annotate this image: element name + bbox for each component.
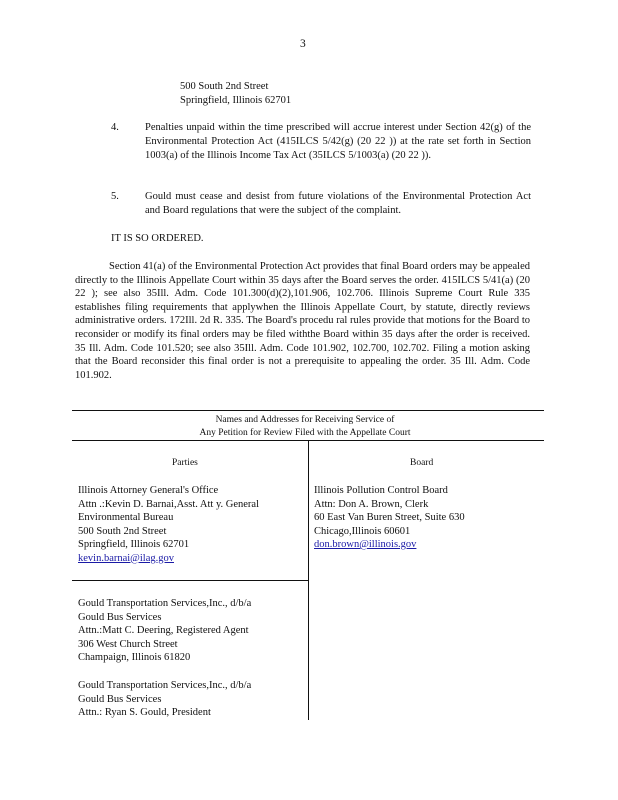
table-header bbox=[150, 414, 460, 440]
party-line: Gould Transportation Services,Inc., d/b/a bbox=[78, 598, 252, 609]
party-line: Champaign, Illinois 61820 bbox=[78, 652, 191, 663]
email-link[interactable]: don.brown@illinois.gov bbox=[314, 539, 417, 550]
party-line: Attn.:Matt C. Deering, Registered Agent bbox=[78, 625, 249, 636]
address-line: Springfield, Illinois 62701 bbox=[180, 95, 292, 106]
item-text: Gould must cease and desist from future violations of the Environmental Protection Act and Board regulations that were the subject of the complaint. bbox=[145, 191, 531, 216]
party-line: Gould Bus Services bbox=[78, 611, 162, 623]
party-gould-president bbox=[78, 679, 302, 720]
board-address bbox=[314, 484, 540, 552]
party-line: Environmental Bureau bbox=[78, 512, 174, 523]
party-attorney-general bbox=[78, 484, 302, 565]
party-line: 500 South 2nd Street bbox=[78, 525, 167, 537]
party-line: Attn .:Kevin D. Barnai,Asst. Att y. General bbox=[78, 498, 259, 510]
table-header-line: Names and Addresses for Receiving Service of bbox=[215, 415, 395, 425]
party-row-rule bbox=[72, 580, 308, 581]
table-column-divider bbox=[308, 440, 309, 720]
table-top-rule bbox=[72, 410, 544, 411]
address-line: 500 South 2nd Street bbox=[180, 81, 269, 92]
party-line: Illinois Attorney General's Office bbox=[78, 485, 219, 496]
party-line: Gould Bus Services bbox=[78, 693, 162, 705]
page-number: 3 bbox=[300, 38, 306, 50]
appeal-paragraph: Section 41(a) of the Environmental Protection Act provides that final Board orders may be appealed directly to the Illinois Appellate Court within 35 days after the Board serves the order. 415ILCS 5/41(a) (20 22 ); see also 35Ill. Adm. Code 101.300(d)(2),101.906, 102.706. Illinois Supreme Court Rule 335 establishes filing requirements that applywhen the Illinois Appellate Court, by statute, directly reviews administrative orders. 172Ill. 2d R. 335. The Board's procedu ral rules provide that motions for the Board to reconsider or modify its final orders may be filed withthe Board within 35 days after the order is received. 35 Ill. Adm. Code 101.520; see also 35Ill. Adm. Code 101.902, 102.700, 102.702. Filing a motion asking that the Board reconsider this final order is not a prerequisite to appealing the order. 35 Ill. Adm. Code 101.902. bbox=[75, 261, 530, 381]
order-item-5 bbox=[111, 190, 531, 218]
party-line: 306 West Church Street bbox=[78, 638, 178, 650]
party-line: Attn.: Ryan S. Gould, President bbox=[78, 707, 211, 718]
item-number: 5. bbox=[111, 191, 119, 202]
item-number: 4. bbox=[111, 122, 119, 133]
board-line: 60 East Van Buren Street, Suite 630 bbox=[314, 512, 465, 523]
col-head-board: Board bbox=[410, 458, 434, 468]
item-text: Penalties unpaid within the time prescribed will accrue interest under Section 42(g) of the Environmental Protection Act (415ILCS 5/42(g) (20 22 )) at the rate set forth in Section 1003(a) of the Illinois Income Tax Act (35ILCS 5/1003(a) (20 22 )). bbox=[145, 122, 531, 161]
party-gould-agent bbox=[78, 597, 302, 665]
board-line: Chicago,Illinois 60601 bbox=[314, 525, 411, 537]
top-address bbox=[180, 80, 291, 108]
order-item-4 bbox=[111, 121, 531, 163]
table-header-line: Any Petition for Review Filed with the Appellate Court bbox=[199, 428, 411, 438]
so-ordered: IT IS SO ORDERED. bbox=[111, 233, 204, 244]
col-head-parties: Parties bbox=[172, 458, 198, 468]
board-line: Attn: Don A. Brown, Clerk bbox=[314, 498, 429, 510]
party-line: Gould Transportation Services,Inc., d/b/a bbox=[78, 680, 252, 691]
email-link[interactable]: kevin.barnai@ilag.gov bbox=[78, 552, 174, 564]
party-line: Springfield, Illinois 62701 bbox=[78, 539, 190, 550]
board-line: Illinois Pollution Control Board bbox=[314, 485, 448, 496]
